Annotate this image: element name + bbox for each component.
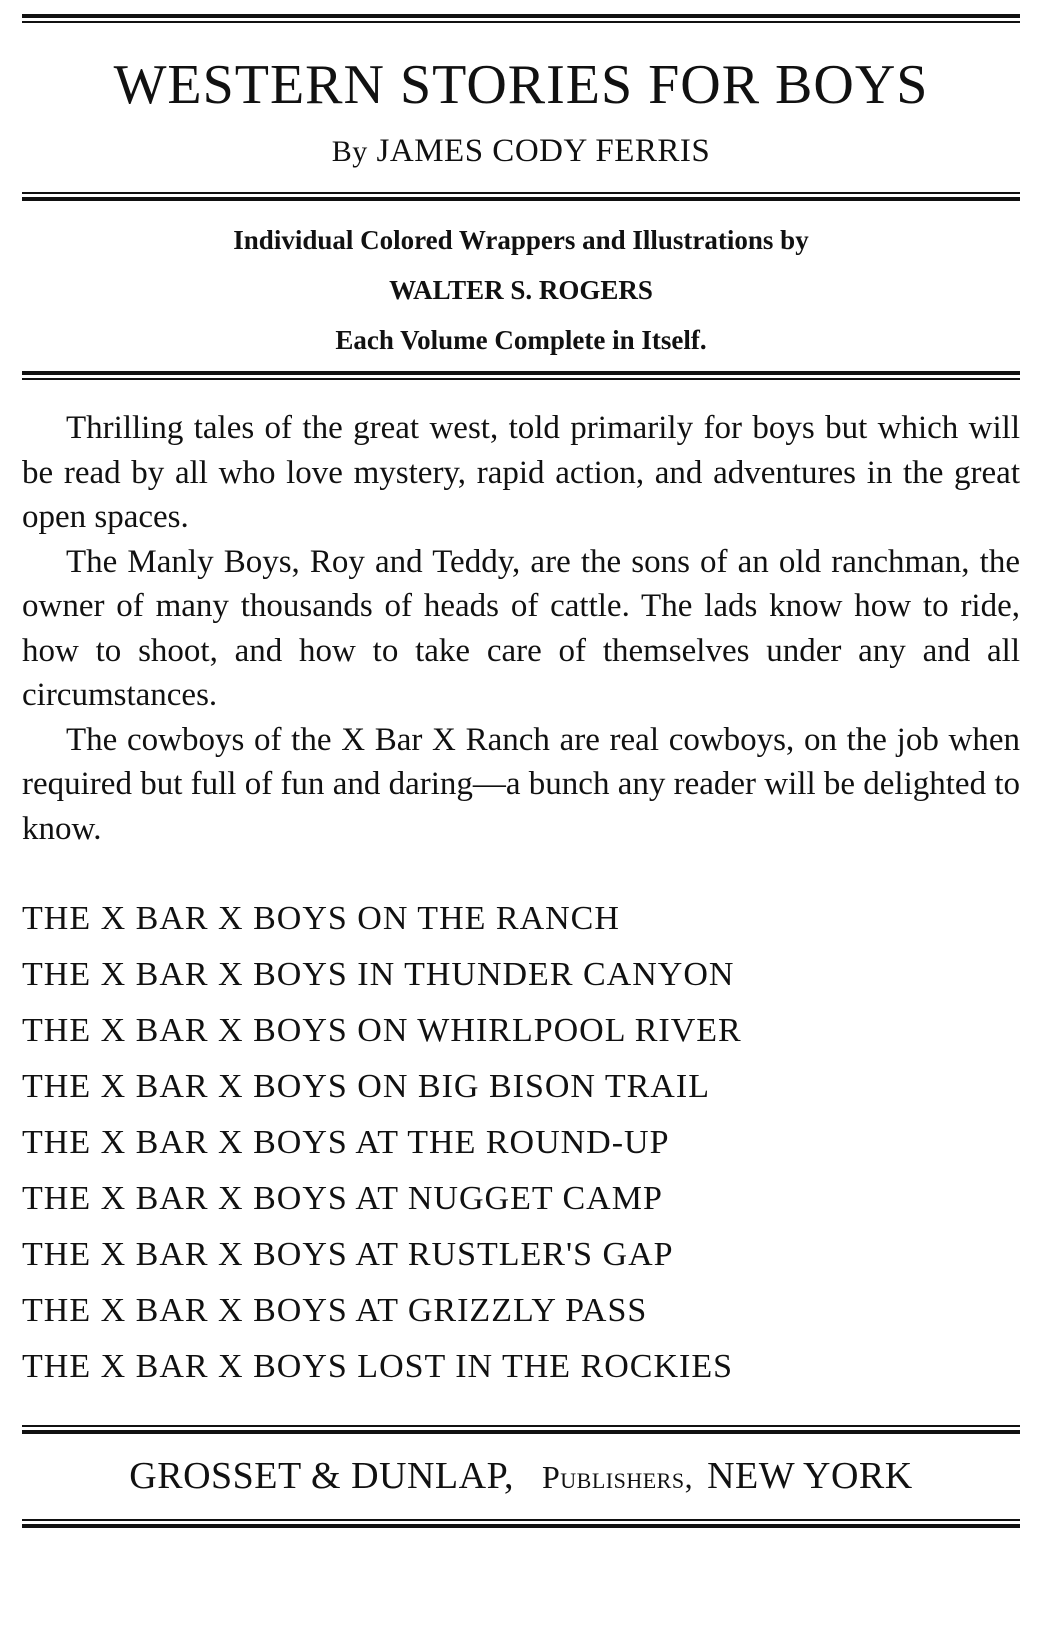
credits-block — [22, 215, 1020, 365]
book-title: THE X BAR X BOYS AT NUGGET CAMP — [22, 1180, 663, 1217]
top-rule — [22, 14, 1020, 23]
footer-rule — [22, 1425, 1020, 1434]
publisher-line — [22, 1454, 1020, 1499]
book-title: THE X BAR X BOYS AT RUSTLER'S GAP — [22, 1236, 674, 1273]
publisher-name: GROSSET & DUNLAP, — [129, 1455, 514, 1497]
title-list — [22, 891, 1020, 1395]
header-rule — [22, 192, 1020, 201]
bottom-rule — [22, 1519, 1020, 1528]
series-title: WESTERN STORIES FOR BOYS — [113, 54, 929, 116]
description-paragraph: The cowboys of the X Bar X Ranch are real cowboys, on the job when required but full of fun and daring—a bunch any reader will be delighted to know. — [22, 721, 1020, 847]
book-title: THE X BAR X BOYS LOST IN THE ROCKIES — [22, 1348, 734, 1385]
author-name: JAMES CODY FERRIS — [376, 133, 711, 169]
book-title: THE X BAR X BOYS ON BIG BISON TRAIL — [22, 1068, 710, 1105]
advertisement-page — [22, 14, 1020, 1528]
credits-rule — [22, 371, 1020, 380]
author-line — [22, 133, 1020, 170]
author-prefix: By — [331, 135, 368, 168]
book-title: THE X BAR X BOYS ON THE RANCH — [22, 900, 620, 937]
publisher-city: NEW YORK — [707, 1455, 913, 1497]
description — [22, 406, 1020, 851]
credits-complete-line: Each Volume Complete in Itself. — [335, 325, 707, 355]
publisher-label: Publishers, — [542, 1459, 694, 1495]
credits-illustrator: WALTER S. ROGERS — [389, 275, 653, 305]
credits-illustrations-line: Individual Colored Wrappers and Illustrations by — [233, 225, 809, 255]
book-title: THE X BAR X BOYS AT GRIZZLY PASS — [22, 1292, 648, 1329]
description-paragraph: The Manly Boys, Roy and Teddy, are the sons of an old ranchman, the owner of many thousands of heads of cattle. The lads know how to ride, how to shoot, and how to take care of themselves under any and all circumstances. — [22, 543, 1020, 713]
description-paragraph: Thrilling tales of the great west, told primarily for boys but which will be read by all who love mystery, rapid action, and adventures in the great open spaces. — [22, 410, 1020, 535]
book-title: THE X BAR X BOYS IN THUNDER CANYON — [22, 956, 735, 993]
book-title: THE X BAR X BOYS ON WHIRLPOOL RIVER — [22, 1012, 742, 1049]
book-title: THE X BAR X BOYS AT THE ROUND-UP — [22, 1124, 670, 1161]
